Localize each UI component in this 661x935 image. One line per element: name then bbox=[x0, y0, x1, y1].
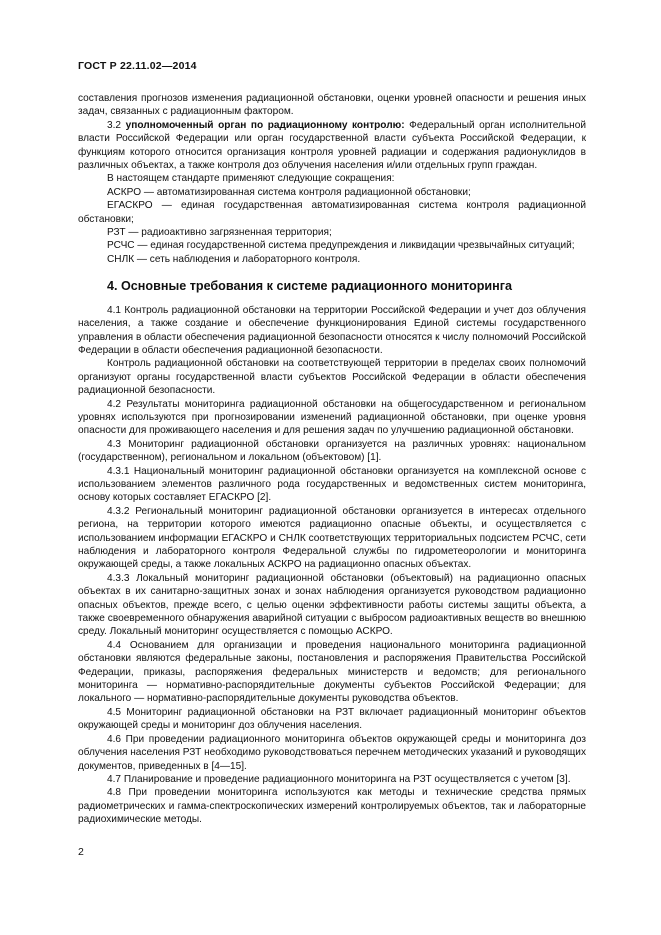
abbreviation-item: РЗТ — радиоактивно загрязненная территория; bbox=[107, 227, 332, 239]
abbreviation-item: АСКРО — автоматизированная система контроля радиационной обстановки; bbox=[107, 186, 471, 198]
abbreviation-item: РСЧС — единая государственной система предупреждения и ликвидации чрезвычайных ситуаций; bbox=[107, 240, 575, 252]
abbreviations-intro: В настоящем стандарте применяют следующие сокращения: bbox=[107, 173, 395, 185]
paragraph: 4.5 Мониторинг радиационной обстановки на РЗТ включает радиационный мониторинг объектов окружающей среды и мониторинг доз облучения населения. bbox=[78, 706, 586, 732]
paragraph: 4.1 Контроль радиационной обстановки на территории Российской Федерации и учет доз облучения населения, а также создание и обеспечение функционирования Единой системы государственного управления в области обеспечения радиационной безопасности относятся к числу полномочий Российской Федерации в области обеспечения радиационной безопасности. bbox=[78, 304, 586, 356]
paragraph: 4.4 Основанием для организации и проведения национального мониторинга радиационной обстановки являются федеральные законы, постановления и распоряжения Правительства Российской Федерации, приказы, распоряжения федеральных министерств и ведомств; для регионального мониторинга — нормативно-распорядительные документы субъектов Российской Федерации; для локального — нормативно-распорядительные документы руководства объектов. bbox=[78, 639, 586, 705]
intro-continuation: составления прогнозов изменения радиационной обстановки, оценки уровней опасности и решения иных задач, связанных с радиационным фактором. bbox=[78, 93, 586, 118]
page-body bbox=[78, 92, 586, 827]
paragraph: 4.3.1 Национальный мониторинг радиационной обстановки организуется на комплексной основе с использованием элементов различного рода государственных и ведомственных систем мониторинга, основу которых составляет ЕГАСКРО [2]. bbox=[78, 465, 586, 504]
paragraph: 4.3.3 Локальный мониторинг радиационной обстановки (объектовый) на радиационно опасных объектах в их санитарно-защитных зонах и зонах наблюдения организуется руководством радиационно опасных объектов, прежде всего, с целью оценки эффективности работы системы защиты объекта, а также своевременного обнаружения аварийной ситуации с выбросом радиоактивных веществ во внешнюю среду. Локальный мониторинг осуществляется с помощью АСКРО. bbox=[78, 572, 586, 638]
definition-term: уполномоченный орган по радиационному контролю: bbox=[125, 119, 405, 131]
definition-3-2 bbox=[78, 119, 586, 173]
abbreviation-item: ЕГАСКРО — единая государственная автоматизированная система контроля радиационной обстановки; bbox=[78, 200, 586, 225]
section-heading: 4. Основные требования к системе радиационного мониторинга bbox=[107, 279, 512, 294]
abbreviation-item: СНЛК — сеть наблюдения и лабораторного контроля. bbox=[107, 253, 361, 265]
definition-number: 3.2 bbox=[107, 119, 122, 131]
paragraph: 4.6 При проведении радиационного мониторинга объектов окружающей среды и мониторинга доз облучения населения РЗТ необходимо руководствоваться перечнем методических указаний и руководящих документов, приведенных в [4—15]. bbox=[78, 733, 586, 772]
paragraph: 4.8 При проведении мониторинга используются как методы и технические средства прямых радиометрических и гамма-спектроскопических измерений контролируемых объектов, так и лабораторные радиохимические методы. bbox=[78, 787, 586, 826]
paragraph: 4.3 Мониторинг радиационной обстановки организуется на различных уровнях: национальном (государственном), региональном и локальном (объектовом) [1]. bbox=[78, 438, 586, 464]
page-number: 2 bbox=[78, 846, 84, 858]
paragraph: 4.2 Результаты мониторинга радиационной обстановки на общегосударственном и региональном уровнях используются при прогнозировании изменений радиационной обстановки, при оценке уровня опасности для проживающего населения и для решения задач по улучшению радиационной обстановки. bbox=[78, 398, 586, 437]
paragraph: 4.3.2 Региональный мониторинг радиационной обстановки организуется в интересах отдельного региона, на территории которого имеются радиационно опасные объекты, и осуществляется с использованием информации ЕГАСКРО и СНЛК соответствующих территориальных подсистем РСЧС, сети наблюдения и лабораторного контроля Федеральной службы по гидрометеорологии и мониторинга окружающей среды, а также локальных АСКРО на радиационно опасных объектах. bbox=[78, 505, 586, 571]
document-header: ГОСТ Р 22.11.02—2014 bbox=[78, 60, 197, 72]
paragraph: Контроль радиационной обстановки на соответствующей территории в пределах своих полномочий организуют органы государственной власти субъектов Российской Федерации в области обеспечения радиационной безопасности. bbox=[78, 358, 586, 397]
paragraph: 4.7 Планирование и проведение радиационного мониторинга на РЗТ осуществляется с учетом [3]. bbox=[107, 773, 571, 785]
definition-text: Федеральный орган исполнительной власти Российской Федерации или орган государственной власти субъекта Российской Федерации, к функциям которого относится организация контроля уровней радиации и содержания радионуклидов в различных объектах, а также контроля доз облучения населения и/или отдельных групп граждан. bbox=[78, 119, 586, 172]
